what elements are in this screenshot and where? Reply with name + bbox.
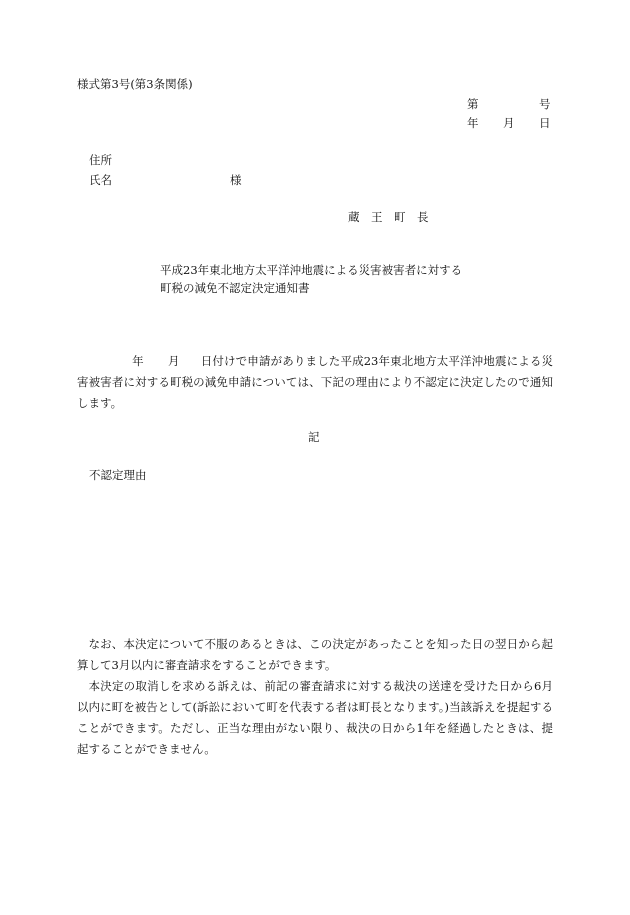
doc-date-day: 日: [539, 116, 551, 130]
note-paragraph-2: 本決定の取消しを求める訴えは、前記の審査請求に対する裁決の送達を受けた日から6月以内に町を被告として(訴訟において町を代表する者は町長となります。)当該訴えを提起することができます。ただし、正当な理由がない限り、裁決の日から1年を経過したときは、提起することができません。: [77, 679, 553, 756]
reason-label: 不認定理由: [89, 468, 147, 482]
doc-number-suffix: 号: [539, 97, 551, 111]
doc-number-prefix: 第: [467, 97, 479, 111]
title-line-2: 町税の減免不認定決定通知書: [160, 281, 310, 295]
doc-date-month: 月: [503, 116, 515, 130]
body-text: 日付けで申請がありました平成23年東北地方太平洋沖地震による災害被害者に対する町税の減免申請については、下記の理由により不認定に決定したので通知します。: [77, 354, 554, 410]
name-label: 氏名: [89, 173, 112, 187]
title-line-1: 平成23年東北地方太平洋沖地震による災害被害者に対する: [160, 263, 463, 277]
doc-date-year: 年: [467, 116, 479, 130]
body-month: 月: [167, 354, 180, 368]
ki-heading: 記: [308, 430, 320, 444]
address-label: 住所: [89, 153, 112, 167]
honorific: 様: [230, 173, 242, 187]
body-year: 年: [132, 354, 144, 368]
body-paragraph: [77, 351, 553, 414]
issuer: 蔵 王 町 長: [348, 210, 429, 224]
note-paragraph-1: なお、本決定について不服のあるときは、この決定があったことを知った日の翌日から起算して3月以内に審査請求をすることができます。: [77, 637, 553, 672]
form-label: 様式第3号(第3条関係): [77, 77, 193, 91]
